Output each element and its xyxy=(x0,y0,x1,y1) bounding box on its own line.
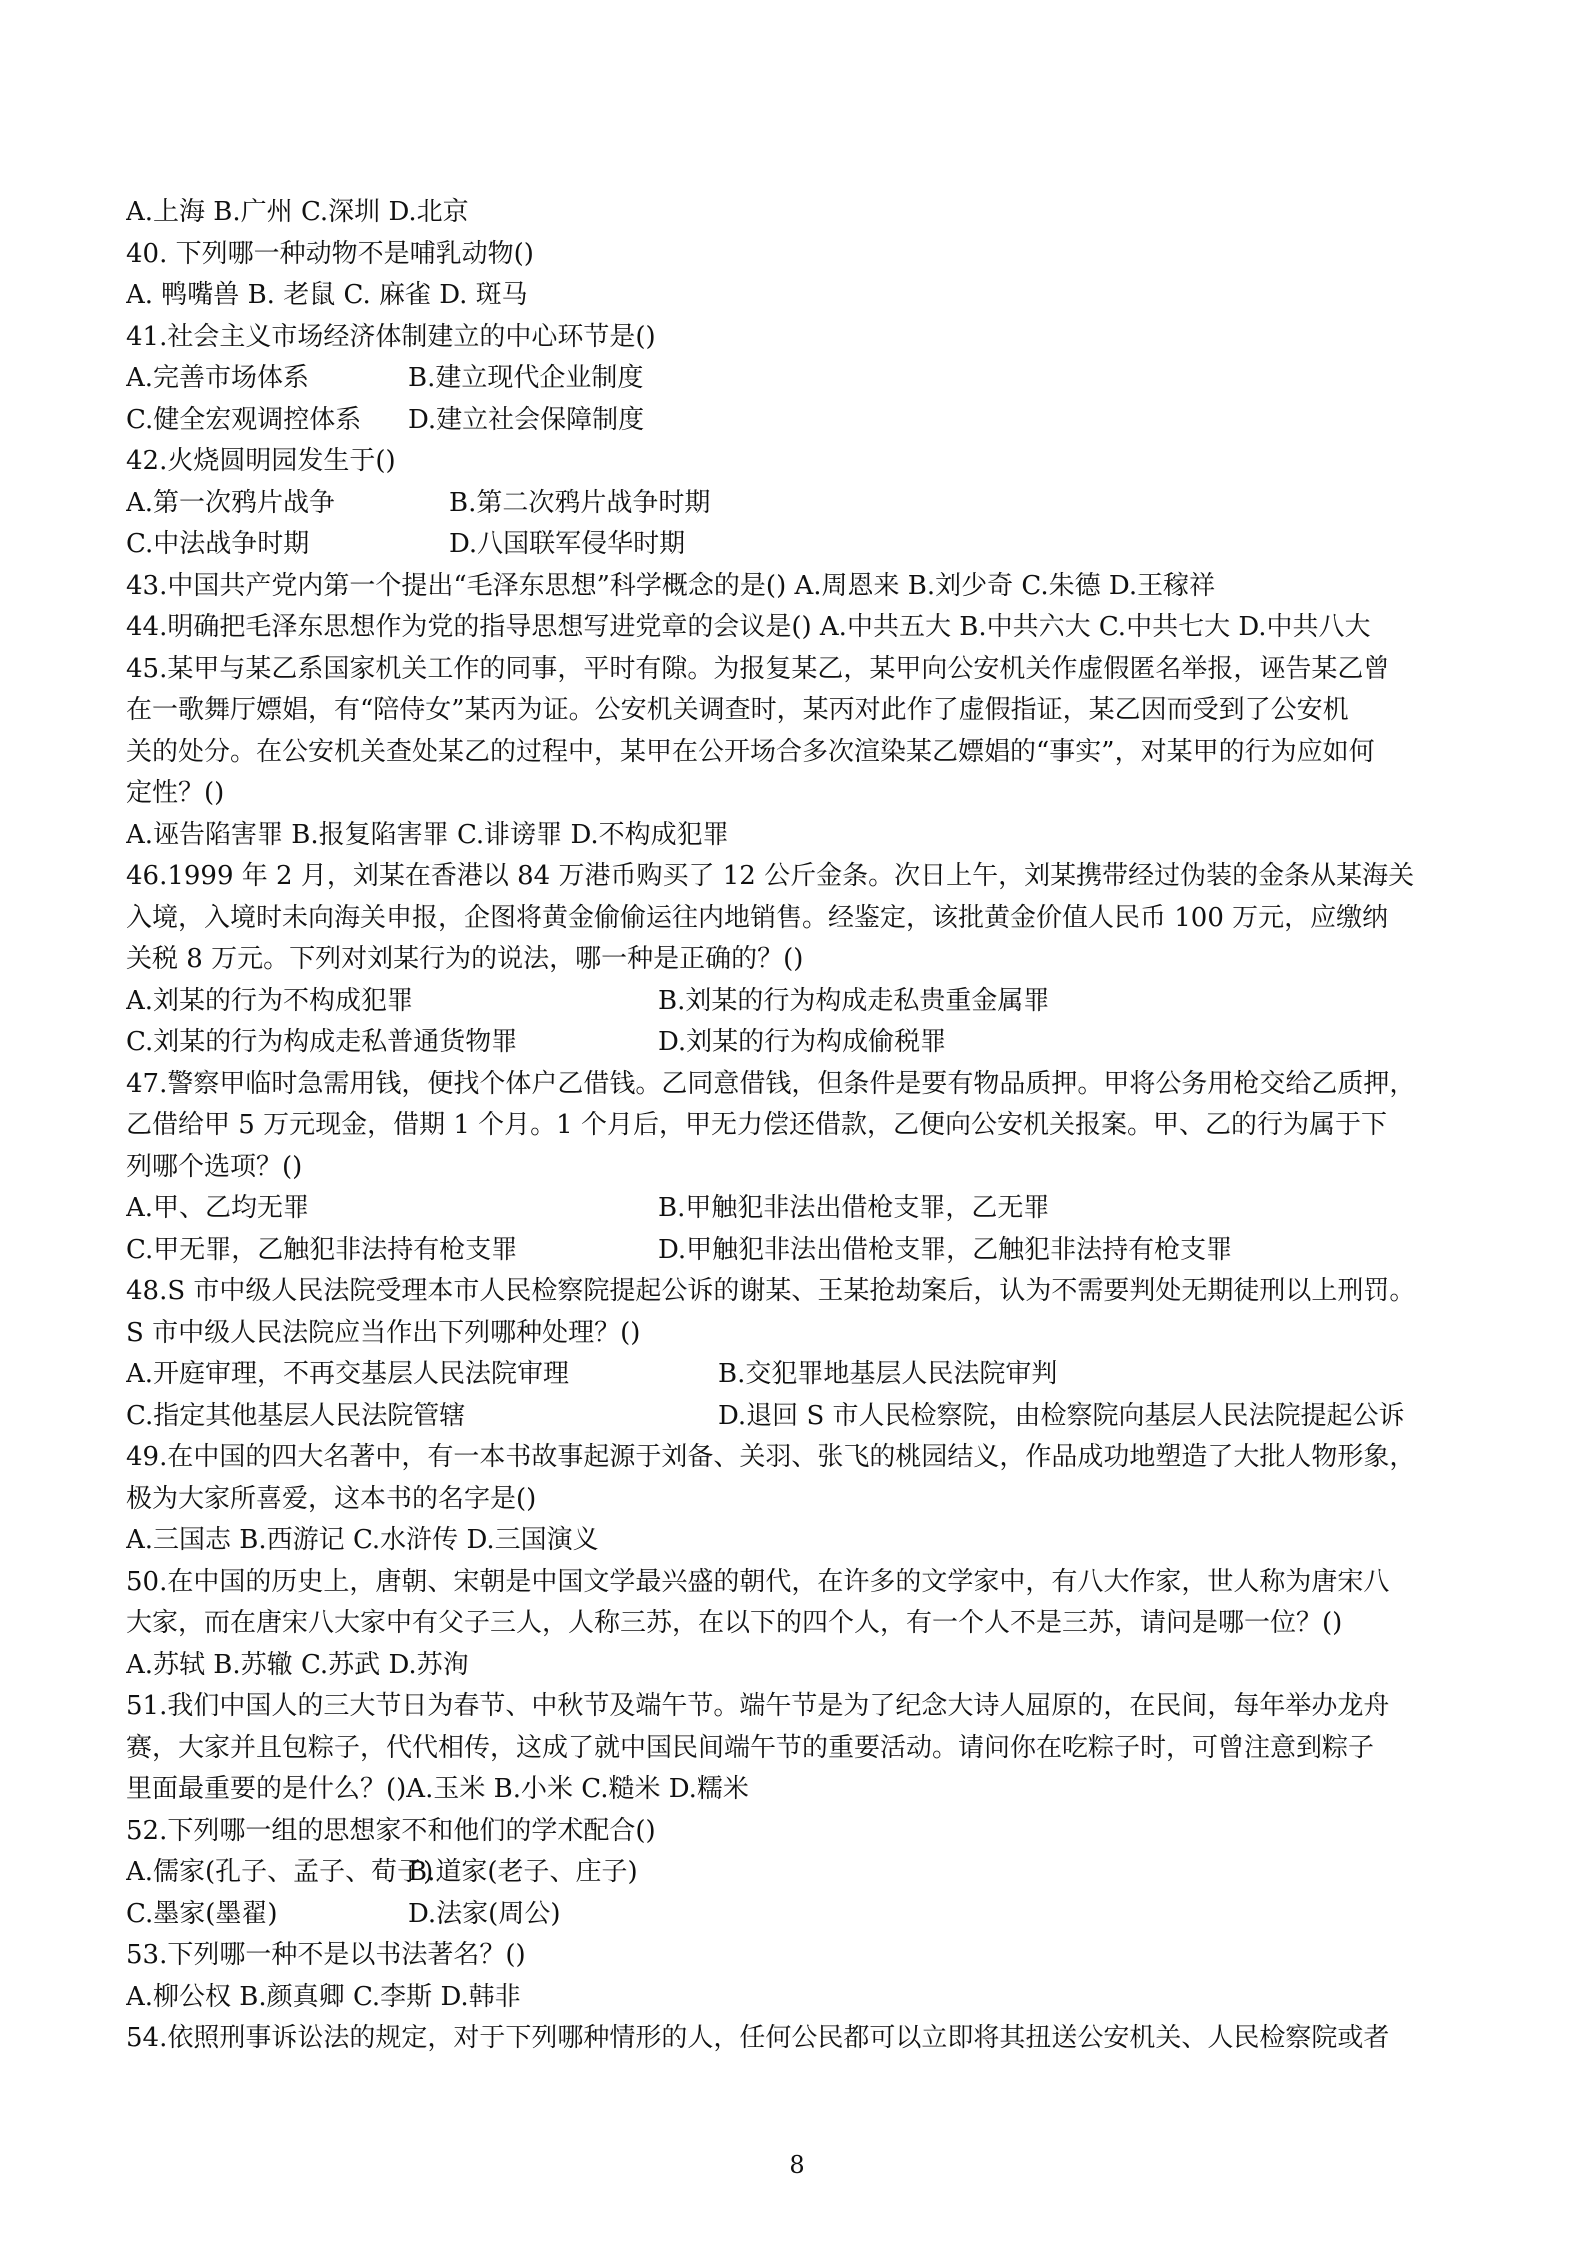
answer-options-row xyxy=(126,1022,1471,1064)
answer-option: C.指定其他基层人民法院管辖 xyxy=(126,1400,466,1431)
text-line: 定性？() xyxy=(126,778,225,808)
text-line: 52.下列哪一组的思想家不和他们的学术配合() xyxy=(126,1815,656,1846)
text-line: 46.1999 年 2 月，刘某在香港以 84 万港币购买了 12 公斤金条。次日上午，刘某携带经过伪装的金条从某海关 xyxy=(126,861,1415,891)
answer-option: D.刘某的行为构成偷税罪 xyxy=(658,1027,947,1057)
text-line: 50.在中国的历史上，唐朝、宋朝是中国文学最兴盛的朝代，在许多的文学家中，有八大作家，世人称为唐宋八 xyxy=(126,1566,1390,1597)
text-line: 极为大家所喜爱，这本书的名字是() xyxy=(126,1483,537,1514)
answer-option: D.法家(周公) xyxy=(408,1898,561,1929)
answer-options-row xyxy=(126,1852,1471,1894)
text-line: A.柳公权 B.颜真卿 C.李斯 D.韩非 xyxy=(126,1981,521,2012)
answer-options-row xyxy=(126,524,1471,566)
question-text-body xyxy=(126,192,1471,2060)
text-line: 关的处分。在公安机关查处某乙的过程中，某甲在公开场合多次渲染某乙嫖娼的“事实”，对某甲的行为应如何 xyxy=(126,736,1375,767)
text-line: 42.火烧圆明园发生于() xyxy=(126,446,396,476)
answer-option: A.儒家(孔子、孟子、荀子) xyxy=(126,1857,434,1887)
answer-option: A.完善市场体系 xyxy=(126,363,310,393)
answer-option: B.刘某的行为构成走私贵重金属罪 xyxy=(658,985,1050,1016)
answer-option: B.建立现代企业制度 xyxy=(408,363,644,393)
answer-option: A.第一次鸦片战争 xyxy=(126,487,336,518)
text-line: 里面最重要的是什么？()A.玉米 B.小米 C.糙米 D.糯米 xyxy=(126,1774,749,1804)
text-line: 44.明确把毛泽东思想作为党的指导思想写进党章的会议是() A.中共五大 B.中共六大 C.中共七大 D.中共八大 xyxy=(126,612,1371,642)
text-line: 在一歌舞厅嫖娼，有“陪侍女”某丙为证。公安机关调查时，某丙对此作了虚假指证，某乙因而受到了公安机 xyxy=(126,695,1349,725)
answer-option: D.建立社会保障制度 xyxy=(408,404,645,435)
text-line: 乙借给甲 5 万元现金，借期 1 个月。1 个月后，甲无力偿还借款，乙便向公安机关报案。甲、乙的行为属于下 xyxy=(126,1110,1387,1140)
text-line: 大家，而在唐宋八大家中有父子三人，人称三苏，在以下的四个人，有一个人不是三苏，请问是哪一位？() xyxy=(126,1608,1343,1638)
answer-option: C.刘某的行为构成走私普通货物罪 xyxy=(126,1027,518,1057)
answer-option: A.刘某的行为不构成犯罪 xyxy=(126,985,414,1016)
answer-options-row xyxy=(126,358,1471,400)
answer-option: D.八国联军侵华时期 xyxy=(449,529,686,559)
text-line: A.上海 B.广州 C.深圳 D.北京 xyxy=(126,197,469,227)
answer-option: A.开庭审理，不再交基层人民法院审理 xyxy=(126,1359,570,1389)
text-line: 49.在中国的四大名著中，有一本书故事起源于刘备、关羽、张飞的桃园结义，作品成功地塑造了大批人物形象， xyxy=(126,1442,1416,1472)
text-line: 47.警察甲临时急需用钱，便找个体户乙借钱。乙同意借钱，但条件是要有物品质押。甲将公务用枪交给乙质押， xyxy=(126,1068,1416,1099)
text-line: 53.下列哪一种不是以书法著名？() xyxy=(126,1940,526,1970)
text-line: 43.中国共产党内第一个提出“毛泽东思想”科学概念的是() A.周恩来 B.刘少奇 C.朱德 D.王稼祥 xyxy=(126,570,1216,601)
text-line: A.三国志 B.西游记 C.水浒传 D.三国演义 xyxy=(126,1525,599,1555)
page-number: 8 xyxy=(789,2151,805,2179)
text-line: S 市中级人民法院应当作出下列哪种处理？() xyxy=(126,1317,641,1348)
text-line: A.诬告陷害罪 B.报复陷害罪 C.诽谤罪 D.不构成犯罪 xyxy=(126,819,729,850)
answer-option: C.中法战争时期 xyxy=(126,529,310,559)
text-line: A.苏轼 B.苏辙 C.苏武 D.苏洵 xyxy=(126,1649,469,1680)
answer-options-row xyxy=(126,1188,1471,1230)
text-line: A. 鸭嘴兽 B. 老鼠 C. 麻雀 D. 斑马 xyxy=(126,280,528,310)
text-line: 48.S 市中级人民法院受理本市人民检察院提起公诉的谢某、王某抢劫案后，认为不需要判处无期徒刑以上刑罚。 xyxy=(126,1276,1416,1306)
answer-options-row xyxy=(126,1354,1471,1396)
text-line: 列哪个选项？() xyxy=(126,1151,303,1182)
answer-option: C.墨家(墨翟) xyxy=(126,1898,278,1929)
text-line: 关税 8 万元。下列对刘某行为的说法，哪一种是正确的？() xyxy=(126,944,804,974)
text-line: 51.我们中国人的三大节日为春节、中秋节及端午节。端午节是为了纪念大诗人屈原的，在民间，每年举办龙舟 xyxy=(126,1691,1390,1721)
text-line: 54.依照刑事诉讼法的规定，对于下列哪种情形的人，任何公民都可以立即将其扭送公安机关、人民检察院或者 xyxy=(126,2023,1390,2053)
answer-option: D.退回 S 市人民检察院，由检察院向基层人民法院提起公诉 xyxy=(718,1400,1405,1431)
answer-option: D.甲触犯非法出借枪支罪，乙触犯非法持有枪支罪 xyxy=(658,1234,1233,1265)
answer-option: C.甲无罪，乙触犯非法持有枪支罪 xyxy=(126,1234,518,1265)
answer-option: B.交犯罪地基层人民法院审判 xyxy=(718,1359,1058,1389)
text-line: 赛，大家并且包粽子，代代相传，这成了就中国民间端午节的重要活动。请问你在吃粽子时，可曾注意到粽子 xyxy=(126,1732,1375,1763)
answer-options-row xyxy=(126,483,1471,525)
answer-options-row xyxy=(126,400,1471,442)
text-line: 入境，入境时未向海关申报，企图将黄金偷偷运往内地销售。经鉴定，该批黄金价值人民币 100 万元，应缴纳 xyxy=(126,902,1389,933)
answer-option: B.甲触犯非法出借枪支罪，乙无罪 xyxy=(658,1193,1050,1223)
answer-option: B.第二次鸦片战争时期 xyxy=(449,487,711,518)
answer-options-row xyxy=(126,1396,1471,1438)
answer-option: A.甲、乙均无罪 xyxy=(126,1193,310,1223)
answer-options-row xyxy=(126,1230,1471,1272)
answer-option: B.道家(老子、庄子) xyxy=(408,1857,638,1887)
text-line: 45.某甲与某乙系国家机关工作的同事，平时有隙。为报复某乙，某甲向公安机关作虚假匿名举报，诬告某乙曾 xyxy=(126,653,1390,684)
answer-options-row xyxy=(126,1894,1471,1936)
answer-option: C.健全宏观调控体系 xyxy=(126,404,362,435)
answer-options-row xyxy=(126,981,1471,1023)
text-line: 40. 下列哪一种动物不是哺乳动物() xyxy=(126,238,534,269)
text-line: 41.社会主义市场经济体制建立的中心环节是() xyxy=(126,321,656,352)
